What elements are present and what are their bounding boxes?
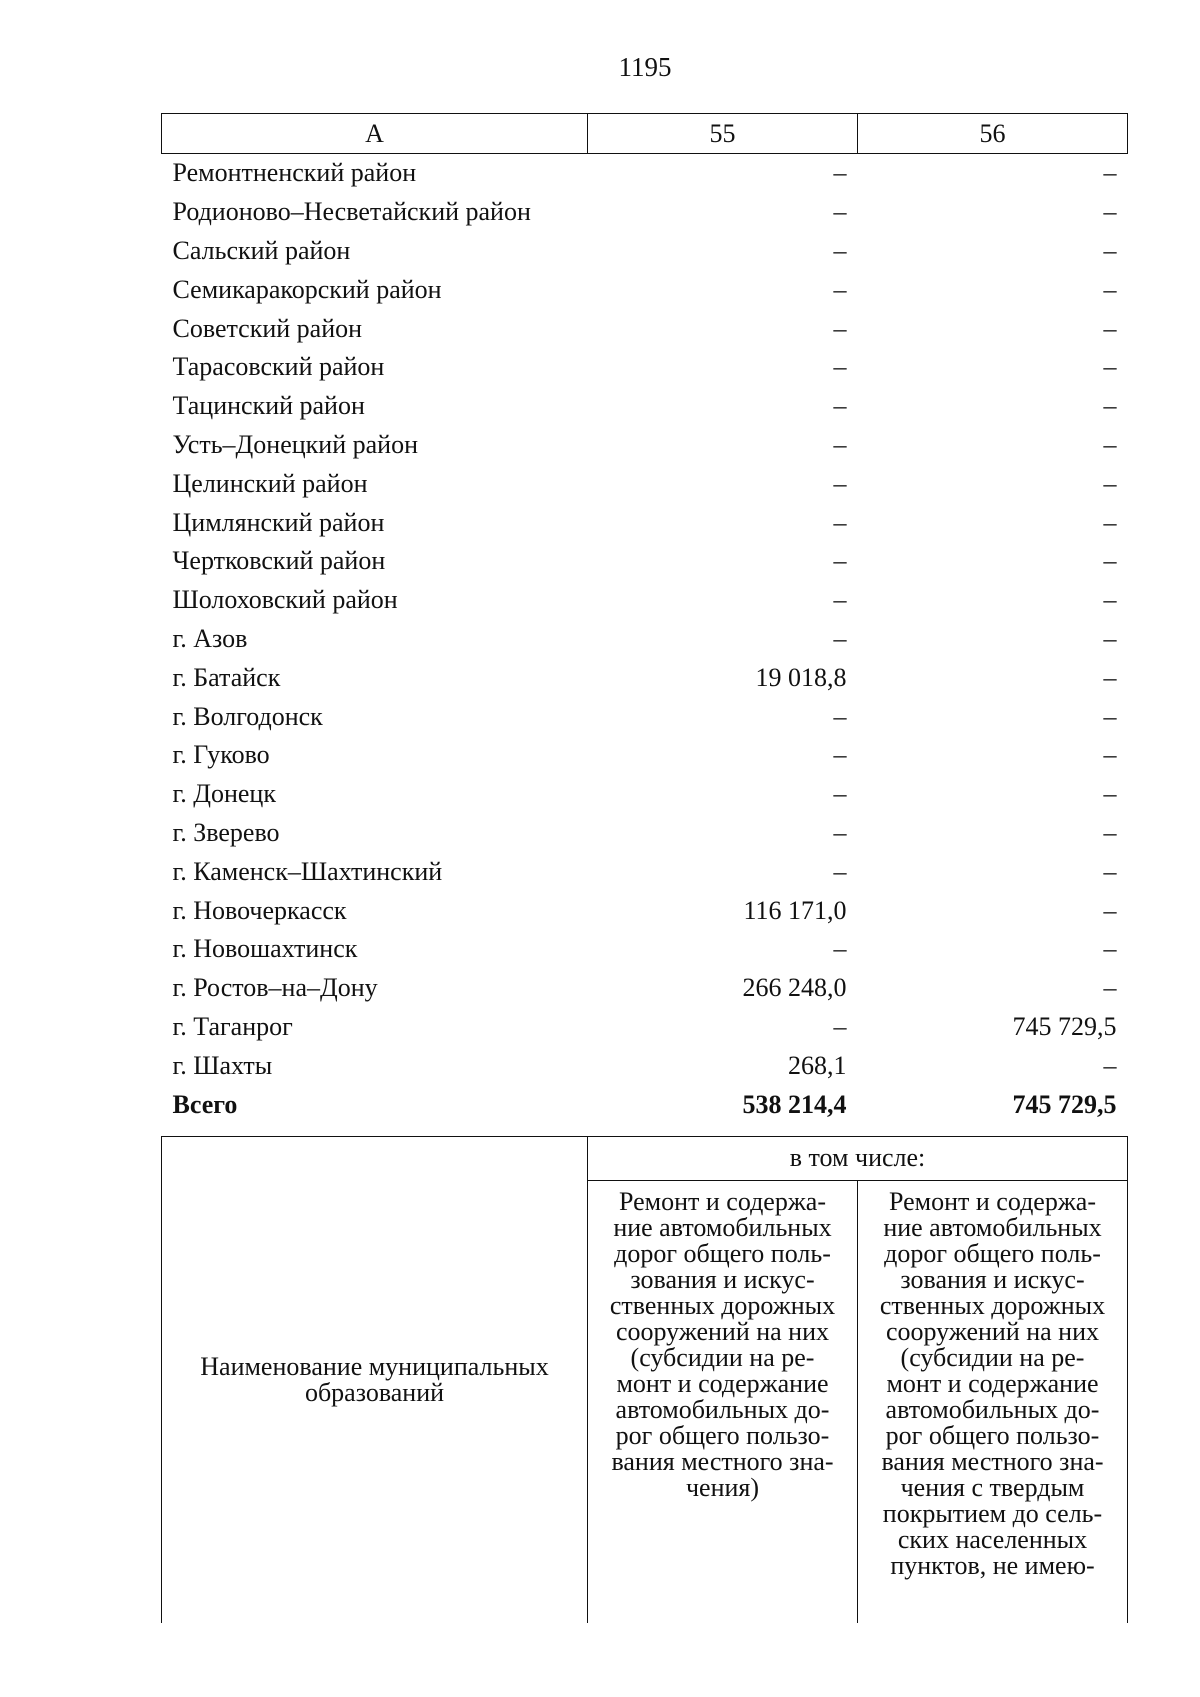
value-col-56: –: [1103, 934, 1117, 964]
value-col-55: –: [833, 391, 847, 421]
header-col-a: А: [162, 114, 588, 154]
municipality-name: Сальский район: [172, 235, 351, 265]
value-col-55: –: [833, 585, 847, 615]
value-col-56: –: [1103, 701, 1117, 731]
value-col-56: –: [1103, 623, 1117, 653]
value-col-55: –: [833, 740, 847, 770]
municipality-name: Всего: [172, 1089, 238, 1119]
value-col-55: –: [833, 235, 847, 265]
header-col-55: 55: [588, 114, 858, 154]
value-col-56: –: [1103, 158, 1117, 188]
header-col-56: 56: [858, 114, 1128, 154]
table-row: [162, 309, 1128, 348]
value-col-56: –: [1103, 585, 1117, 615]
municipality-column-header: [162, 1137, 588, 1624]
value-col-55: –: [833, 468, 847, 498]
table-row: [162, 193, 1128, 232]
table-row: [162, 426, 1128, 465]
value-col-56: –: [1103, 274, 1117, 304]
table-row: [162, 1046, 1128, 1085]
value-col-55: –: [833, 546, 847, 576]
header-row: [162, 114, 1128, 154]
municipality-name: г. Каменск–Шахтинский: [172, 856, 443, 886]
municipality-name: Шолоховский район: [172, 585, 398, 615]
table-row: [162, 503, 1128, 542]
value-col-55: 268,1: [788, 1050, 847, 1080]
table-row: [162, 232, 1128, 271]
municipality-name: г. Гуково: [172, 740, 270, 770]
municipality-name: Чертковский район: [172, 546, 386, 576]
table-row: [162, 581, 1128, 620]
column-56-description-text: Ремонт и содержа- ние автомобильных дорог общего поль- зования и искус- ственных дорожных сооружений на них (субсидии на ре- монт и содержание автомобильных до- рог общего пользо- вания местного зна- чения с твердым покрытием до сель- ских населенных пунктов, не имею-: [879, 1187, 1106, 1580]
table-row: [162, 620, 1128, 659]
municipality-name: г. Таганрог: [172, 1011, 293, 1041]
municipality-name: г. Новошахтинск: [172, 934, 358, 964]
municipality-name: г. Ростов–на–Дону: [172, 973, 378, 1003]
municipality-name: Тацинский район: [172, 391, 365, 421]
value-col-56: –: [1103, 235, 1117, 265]
municipality-name: г. Донецк: [172, 779, 276, 809]
value-col-56: 745 729,5: [1012, 1089, 1117, 1119]
value-col-56: –: [1103, 973, 1117, 1003]
table-header: [162, 114, 1128, 154]
value-col-55: –: [833, 934, 847, 964]
total-row: [162, 1085, 1128, 1124]
value-col-55: –: [833, 313, 847, 343]
value-col-55: –: [833, 507, 847, 537]
table-body: [162, 154, 1128, 1124]
value-col-55: –: [833, 701, 847, 731]
value-col-56: –: [1103, 856, 1117, 886]
table-row: [162, 775, 1128, 814]
municipality-name: г. Волгодонск: [172, 701, 323, 731]
municipality-name: Тарасовский район: [172, 352, 385, 382]
value-col-56: –: [1103, 507, 1117, 537]
municipality-name: г. Новочеркасск: [172, 895, 347, 925]
value-col-55: –: [833, 274, 847, 304]
value-col-55: –: [833, 779, 847, 809]
municipality-name: г. Шахты: [172, 1050, 273, 1080]
municipality-name: Усть–Донецкий район: [172, 429, 418, 459]
municipality-name: г. Зверево: [172, 817, 280, 847]
value-col-56: –: [1103, 197, 1117, 227]
municipality-name: г. Азов: [172, 623, 248, 653]
value-col-55: –: [833, 352, 847, 382]
municipality-name: г. Батайск: [172, 662, 281, 692]
value-col-56: –: [1103, 313, 1117, 343]
column-55-description: [588, 1181, 858, 1624]
value-col-55: –: [833, 197, 847, 227]
municipality-name: Семикаракорский район: [172, 274, 442, 304]
value-col-56: –: [1103, 391, 1117, 421]
value-col-56: –: [1103, 546, 1117, 576]
table-row: [162, 852, 1128, 891]
municipality-name: Родионово–Несветайский район: [172, 197, 531, 227]
value-col-55: 19 018,8: [755, 662, 847, 692]
table-row: [162, 930, 1128, 969]
table-row: [162, 154, 1128, 193]
table-row: [162, 464, 1128, 503]
including-header: в том числе:: [588, 1137, 1128, 1181]
table-row: [162, 814, 1128, 853]
value-col-55: –: [833, 158, 847, 188]
value-col-55: –: [833, 817, 847, 847]
value-col-56: –: [1103, 779, 1117, 809]
municipality-name: Советский район: [172, 313, 363, 343]
value-col-55: –: [833, 1011, 847, 1041]
continuation-header-row-1: [162, 1137, 1128, 1181]
table-row: [162, 658, 1128, 697]
municipality-name: Цимлянский район: [172, 507, 385, 537]
table-row: [162, 387, 1128, 426]
table-row: [162, 270, 1128, 309]
municipality-name: Ремонтненский район: [172, 158, 417, 188]
value-col-56: 745 729,5: [1012, 1011, 1117, 1041]
page-number: 1195: [618, 52, 672, 82]
value-col-55: –: [833, 623, 847, 653]
value-col-55: –: [833, 429, 847, 459]
value-col-56: –: [1103, 352, 1117, 382]
table-row: [162, 697, 1128, 736]
value-col-56: –: [1103, 1050, 1117, 1080]
value-col-56: –: [1103, 468, 1117, 498]
table-row: [162, 969, 1128, 1008]
value-col-56: –: [1103, 662, 1117, 692]
value-col-55: 538 214,4: [742, 1089, 847, 1119]
municipality-name: Целинский район: [172, 468, 368, 498]
table-row: [162, 1008, 1128, 1047]
table-row: [162, 348, 1128, 387]
data-table: [161, 113, 1128, 1124]
continuation-header-table: [161, 1136, 1128, 1623]
value-col-56: –: [1103, 817, 1117, 847]
table-row: [162, 891, 1128, 930]
value-col-55: 116 171,0: [743, 895, 847, 925]
value-col-56: –: [1103, 429, 1117, 459]
table-row: [162, 736, 1128, 775]
value-col-56: –: [1103, 895, 1117, 925]
table-row: [162, 542, 1128, 581]
column-55-description-text: Ремонт и содержа- ние автомобильных дорог общего поль- зования и искус- ственных дорожных сооружений на них (субсидии на ре- монт и содержание автомобильных до- рог общего пользо- вания местного зна- чения): [609, 1187, 836, 1502]
column-56-description: [858, 1181, 1128, 1624]
value-col-56: –: [1103, 740, 1117, 770]
value-col-55: –: [833, 856, 847, 886]
municipality-column-label: Наименование муниципальных образований: [200, 1352, 549, 1407]
value-col-55: 266 248,0: [742, 973, 847, 1003]
